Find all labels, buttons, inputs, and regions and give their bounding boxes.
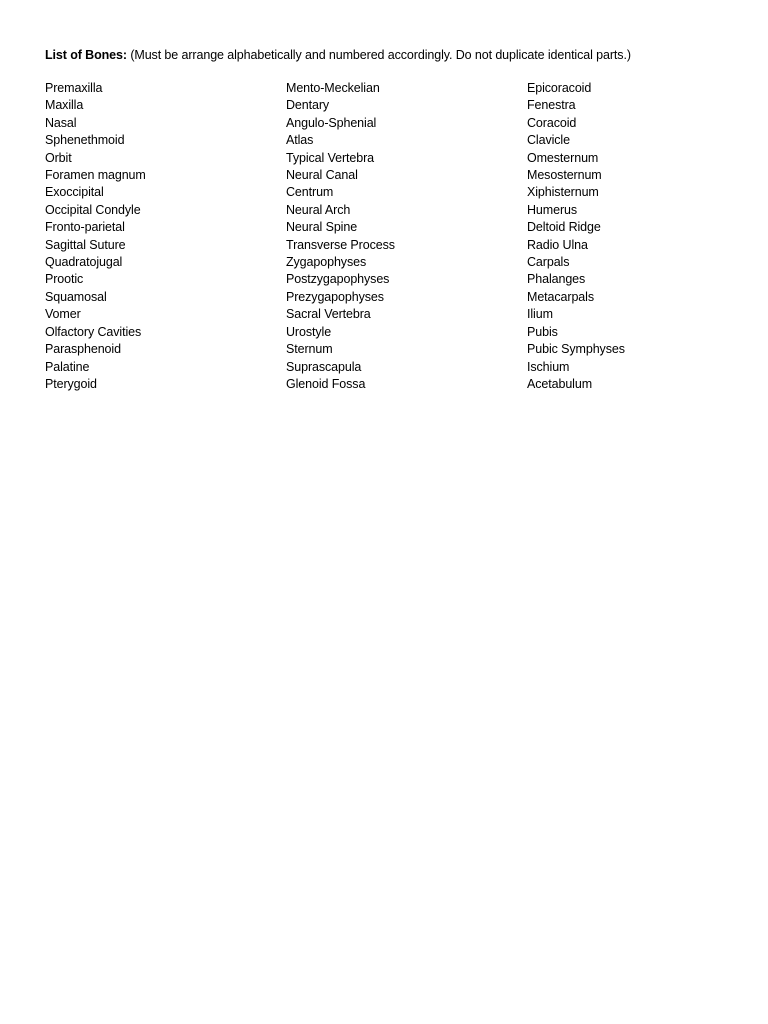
bone-list-item: Parasphenoid: [45, 342, 121, 357]
bone-list-item: Sphenethmoid: [45, 133, 125, 148]
bone-list-item: Occipital Condyle: [45, 202, 141, 217]
heading-instruction: (Must be arrange alphabetically and numbered accordingly. Do not duplicate identical parts.): [130, 48, 631, 62]
bone-list-item: Clavicle: [527, 133, 570, 148]
bone-list-item: Dentary: [286, 98, 330, 113]
bone-list-item: Quadratojugal: [45, 255, 123, 270]
bone-list-item: Neural Canal: [286, 168, 358, 183]
bone-list-item: Suprascapula: [286, 359, 362, 374]
bone-list-column-1: [45, 80, 146, 393]
bone-list-item: Prezygapophyses: [286, 289, 384, 304]
bone-list-item: Vomer: [45, 307, 81, 322]
bone-list-item: Pubis: [527, 324, 558, 339]
bone-list-column-2: [286, 80, 395, 393]
bone-list-item: Premaxilla: [45, 81, 103, 95]
bone-list-item: Exoccipital: [45, 185, 104, 200]
bone-list-item: Centrum: [286, 185, 334, 200]
bone-list-item: Pterygoid: [45, 376, 97, 391]
bone-list-item: Angulo-Sphenial: [286, 115, 377, 130]
bone-list-item: Sacral Vertebra: [286, 307, 371, 322]
bone-list-item: Omesternum: [527, 150, 599, 165]
bone-list-item: Palatine: [45, 359, 90, 374]
bone-list-item: Postzygapophyses: [286, 272, 390, 287]
heading-label: List of Bones:: [45, 48, 127, 62]
bone-list-item: Foramen magnum: [45, 168, 146, 183]
bone-list-item: Carpals: [527, 255, 570, 270]
bone-list-item: Neural Spine: [286, 220, 358, 235]
bone-list-item: Phalanges: [527, 272, 586, 287]
bone-list-item: Squamosal: [45, 289, 107, 304]
bone-list-item: Sternum: [286, 342, 333, 357]
bone-list-item: Xiphisternum: [527, 185, 599, 200]
bone-list-item: Orbit: [45, 150, 72, 165]
bone-list-item: Maxilla: [45, 98, 84, 113]
bone-list-item: Olfactory Cavities: [45, 324, 142, 339]
bone-list-column-3: [527, 80, 625, 393]
list-heading: [45, 46, 631, 64]
bone-list-item: Transverse Process: [286, 237, 395, 252]
bone-list-item: Ilium: [527, 307, 553, 322]
bone-list-item: Glenoid Fossa: [286, 376, 366, 391]
bone-list-item: Fronto-parietal: [45, 220, 125, 235]
bone-list-item: Coracoid: [527, 115, 577, 130]
bone-list-item: Humerus: [527, 202, 578, 217]
bone-list-item: Sagittal Suture: [45, 237, 126, 252]
bone-list-item: Prootic: [45, 272, 84, 287]
bone-list-item: Mento-Meckelian: [286, 81, 380, 95]
bone-list-item: Radio Ulna: [527, 237, 588, 252]
bone-list-item: Urostyle: [286, 324, 332, 339]
bone-list-item: Nasal: [45, 115, 77, 130]
bone-list-item: Atlas: [286, 133, 314, 148]
bone-list-item: Metacarpals: [527, 289, 594, 304]
bone-list-item: Mesosternum: [527, 168, 602, 183]
bone-list-item: Epicoracoid: [527, 81, 592, 95]
bone-list-item: Ischium: [527, 359, 570, 374]
bone-list-item: Neural Arch: [286, 202, 351, 217]
bone-list-item: Pubic Symphyses: [527, 342, 625, 357]
bone-list-item: Fenestra: [527, 98, 576, 113]
bone-list-item: Zygapophyses: [286, 255, 367, 270]
bone-list-item: Acetabulum: [527, 376, 593, 391]
bone-list-item: Typical Vertebra: [286, 150, 375, 165]
bone-list-item: Deltoid Ridge: [527, 220, 601, 235]
